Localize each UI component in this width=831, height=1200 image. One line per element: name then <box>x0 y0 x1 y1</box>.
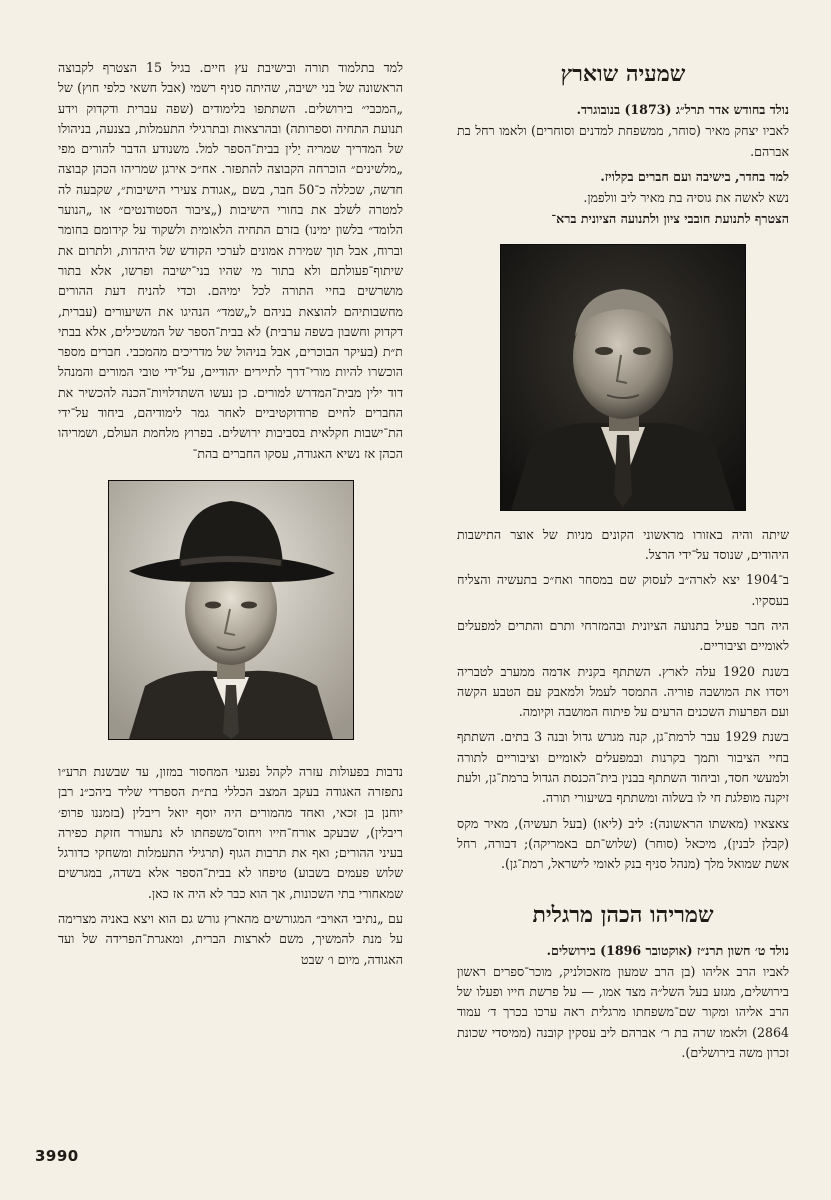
paragraph-usa: ב־1904 יצא לארה״ב לעסוק שם במסחר ואח״כ בתעשיה והצליח בעסקיו. <box>457 572 789 608</box>
paragraph-yeshiva-association: למד בתלמוד תורה ובישיבת עץ חיים. בגיל 15 הצטרף לקבוצה הראשונה של בני ישיבה, שהיתה סניף רשמי (אבל חשאי כלפי חוץ) של „המכבי״ בירושלים. השתתפו בלימודים (שפה עברית ודקדוק וידע תנועת התחיה וספרותה) ובהרצאות ובתרגילי התעמלות, בצנעה, בניהולו של המדריך שמריה יַלין בבית־הספר למל. משנודע הדבר להורים מפי „מלשינים״ הוכרחה הקבוצה להתפזר. אח״כ אירגן שמריהו הכהן קבוצה חדשה, שכללה כ־50 חבר, בשם „אגודת צעירי הישיבות״, שקבעה לה למטרה לשלב את בחורי הישיבות („ציבור הסטודנטים״ או „הנוער הלומד״ בלשון ימינו) בזרם התחיה הלאומית ולשקוד על קידומם בחומר וברוח, אבל תוך שמירת אמונים לערכי הקודש של היהדות, ולתרום את שיתוף־פעולתם ולא בתור מי שהיו בני־ישיבה ופרשו, אלא בתור מושרשים בחיי התורה לכל ימיהם. וכדי להניח דעת ההורים מחשבותיהם להוצאת בניהם ל„שמד״ הנהיגו את השיעורים (עברית, דקדוק וחשבון בשפה ערבית) לא בבית־הספר של המשכילים, אלא בבתי ת״ת (בעיקר הבוכרים, אבל בניהול של מדריכים מהמכבי. חברים מספר הוכשרו להיות מורי־דרך לתיירים יהודיים, על־ידי טובי המורים והמנהל דוד ילין מבית־המדרש למורים. כן נעשו השתדלויות־הכנה להכשיר את החברים לחיים פרודוקטיביים לאחר גמר לימודיהם, ביחוד על־ידי הת־ישבות חקלאית בסביבות ירושלים. בפרוץ מלחמת העולם, ושמריהו הכהן אז נשיא האגודה, עסקו החברים בהת־ <box>58 60 403 461</box>
page-number: 3990 <box>35 1147 79 1165</box>
portrait-photo-shemaya-schwartz <box>500 244 746 511</box>
paragraph-descendants: צאצאיו (מאשתו הראשונה): ליב (ליאו) (בעל תעשיה), מאיר מקס (קבלן לבנין), מיכאל (סוחר) (שלוש־תם באמריקה); דבורה, רחל אשת שמואל מלך (מנהל סניף בנק לאומי לישראל, רמת־גן). <box>457 815 789 872</box>
portrait-photo-shmaryahu-hacohen-margalit <box>108 480 354 740</box>
paragraph-birth-2: נולד ט׳ חשון תרנ״ז (אוקטובר 1896) בירושלים. <box>546 942 789 958</box>
paragraph-marriage: נשא לאשה את גוסיה בת מאיר ליב וולפמן. <box>583 190 789 206</box>
paragraph-education: למד בחדר, בישיבה ועם חברים בקלויז. <box>600 168 789 184</box>
paragraph-zionism-start: הצטרף לתנועת חובבי ציון ולתנועה הציונית ברא־ <box>551 211 789 227</box>
paragraph-deportation: עם „נתיבי האויב״ המגורשים מהארץ גורש גם הוא ויצא באניה מצרימה על מנת להמשיך, משם לארצות הברית, ומאגרת־הפרידה של ועד האגודה, מיום ו׳ שבט <box>58 911 403 967</box>
paragraph-parents: לאביו יצחק מאיר (סוחר, ממשפחת למדנים וסוחרים) ולאמו רחל בת אברהם. <box>457 123 789 159</box>
paragraph-parents-2: לאביו הרב אליהו (בן הרב שמעון מזאכולניק, מוכר־ספרים ראשון בירושלים, מגזע בעל השל״ה מצד אמו, — על פרשת חייו ופעלו של הרב אליהו ומקור שם־משפחתו מרגלית ראה ערכו בכרך ד׳ עמוד 2864) ולאמו שרה בת ר׳ אברהם ליב עסקין קובנה (ממיסדי שכונת זכרון משה בירושלים). <box>457 963 789 1061</box>
paragraph-zionism-continued: שיתה והיה באזורו מראשוני הקונים מניות של אוצר התישבות היהודים, שנוסד על־ידי הרצל. <box>457 526 789 563</box>
paragraph-mizrahi: היה חבר פעיל בתנועה הציונית ובהמזרחי ותרם והתרים למפעלים לאומיים וציבוריים. <box>457 617 789 654</box>
paragraph-poria: בשנת 1920 עלה לארץ. השתתף בקנית אדמה ממערב לטבריה ויסדו את המושבה פוריה. התמסר לעמל ולמאבק עם הטבע הקשה ועם הפרעות השכנים הרעים על פיתוח המושבה וקיומה. <box>457 663 790 720</box>
article-column-left <box>58 58 403 975</box>
paragraph-ramat-gan: בשנת 1929 עבר לרמת־גן, קנה מגרש גדול ובנה 3 בתים. השתתף בחיי הציבור ותמך בקרנות ובמפעלים לאומיים וציבוריים לתורה ולמעשי חסד, וביחוד השתתף בבנין בית־הכנסת הגדול ברמת־גן, ולעת זיקנה מופלגת חי לו בשלוה ומשתתף בשיעורי תורה. <box>457 729 789 806</box>
paragraph-birth: נולד בחודש אדר תרל״ג (1873) בנובוגרד. <box>576 102 789 117</box>
portrait-illustration <box>501 245 745 510</box>
article-column-right <box>457 58 789 1068</box>
paragraph-relief-work: נדבות בפעולות עזרה לקהל נפגעי המחסור במזון, עד שבשנת תרע״ו נתפזרה האגודה בעקב המצב הכללי בת״ת הספרדי שליד ביהכ״נ רבן יוחנן בן זכאי, ואחד מהמורים היה יוסף יואל ריבלין (בזמננו פרופ׳ ריבלין), שבעקב אורח־חייו ויחוס־משפחתו לא נתעורר חזקת כפירה בעיני ההורים; ואף את תרבות הגוף (תרגילי התעמלות ומשחקי כדורגל שלוש פעמים בשבוע) טיפחו לא בבית־הספר אלא בשדה, במגרשים שמאחורי בתי השכונות, אך הוא כבר לא היה אז כאן. <box>58 763 403 901</box>
biography-title-shmaryahu-hacohen-margalit: שמריהו הכהן מרגלית <box>532 901 714 928</box>
portrait-illustration-hat <box>109 481 353 739</box>
biography-title-shemaya-schwartz: שמעיה שוארץ <box>560 61 686 87</box>
